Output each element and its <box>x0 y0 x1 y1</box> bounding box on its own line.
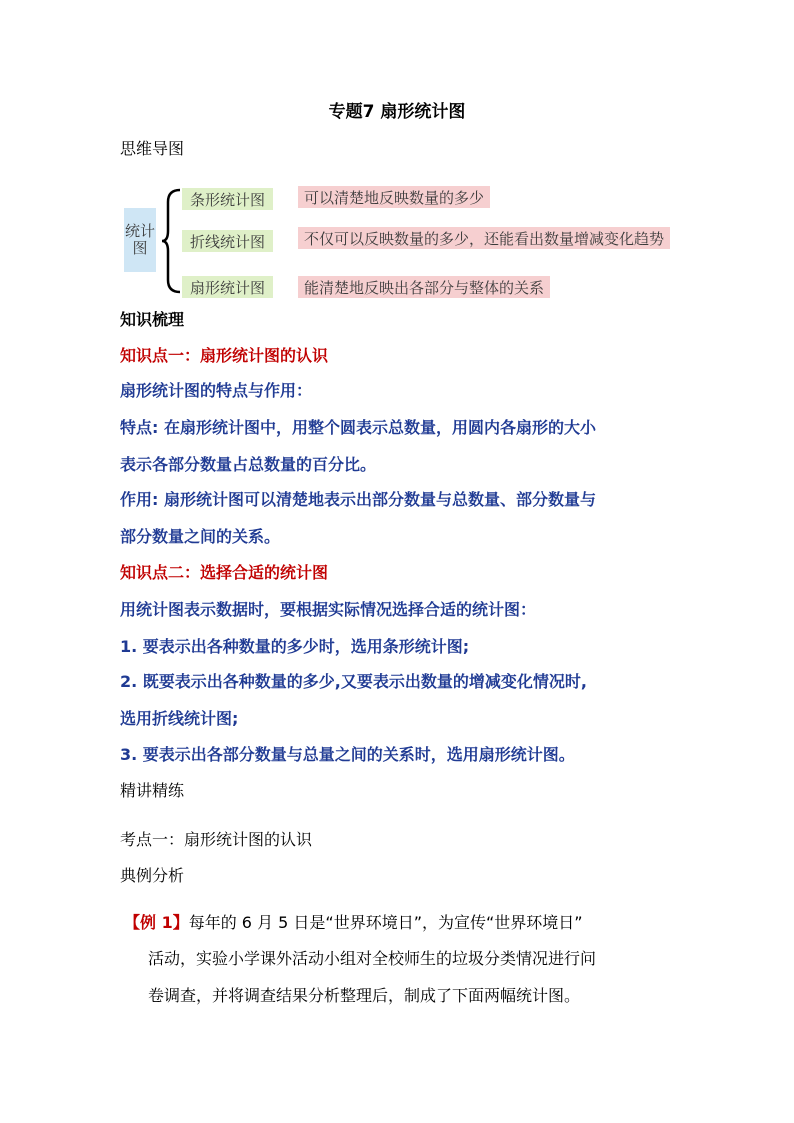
mind-map-node-pie: 扇形统计图 <box>182 276 273 298</box>
use-line-1: 作用: 扇形统计图可以清楚地表示出部分数量与总数量、部分数量与 <box>120 490 596 509</box>
use-line-2: 部分数量之间的关系。 <box>120 527 281 546</box>
knowledge-heading: 知识梳理 <box>120 310 185 329</box>
feature-line-2: 表示各部分数量占总数量的百分比。 <box>120 455 377 474</box>
list-item-2-line-2: 选用折线统计图; <box>120 709 239 728</box>
practice-heading: 精讲精练 <box>120 781 185 800</box>
example-tag: 【例 1】 <box>124 913 189 932</box>
example-line-3: 卷调查，并将调查结果分析整理后，制成了下面两幅统计图。 <box>148 986 581 1005</box>
page-title: 专题7 扇形统计图 <box>328 102 466 122</box>
example-line-2: 活动，实验小学课外活动小组对全校师生的垃圾分类情况进行问 <box>148 949 597 968</box>
knowledge-point-2-title: 知识点二：选择合适的统计图 <box>120 563 329 582</box>
feature-line-1: 特点: 在扇形统计图中，用整个圆表示总数量，用圆内各扇形的大小 <box>120 418 596 437</box>
list-item-1: 1. 要表示出各种数量的多少时，选用条形统计图; <box>120 637 470 656</box>
example-1 <box>124 910 583 933</box>
knowledge-point-1-subtitle: 扇形统计图的特点与作用： <box>120 381 313 400</box>
mind-map-desc-line: 不仅可以反映数量的多少，还能看出数量增减变化趋势 <box>298 227 670 249</box>
knowledge-point-1-title: 知识点一：扇形统计图的认识 <box>120 346 329 365</box>
mind-map-heading: 思维导图 <box>120 139 185 158</box>
mind-map-desc-bar: 可以清楚地反映数量的多少 <box>298 186 490 208</box>
mind-map-node-line: 折线统计图 <box>182 230 273 252</box>
exam-point-title: 考点一：扇形统计图的认识 <box>120 830 313 849</box>
list-item-2-line-1: 2. 既要表示出各种数量的多少,又要表示出数量的增减变化情况时, <box>120 672 587 691</box>
mind-map-desc-pie: 能清楚地反映出各部分与整体的关系 <box>298 276 550 298</box>
example-heading: 典例分析 <box>120 866 185 885</box>
brace-icon <box>160 188 182 294</box>
mind-map-node-bar: 条形统计图 <box>182 188 273 210</box>
knowledge-point-2-subtitle: 用统计图表示数据时，要根据实际情况选择合适的统计图： <box>120 600 537 619</box>
list-item-3: 3. 要表示出各部分数量与总量之间的关系时，选用扇形统计图。 <box>120 745 575 764</box>
example-line-1: 每年的 6 月 5 日是“世界环境日”，为宣传“世界环境日” <box>188 913 583 932</box>
mind-map-root: 统计图 <box>124 208 156 272</box>
